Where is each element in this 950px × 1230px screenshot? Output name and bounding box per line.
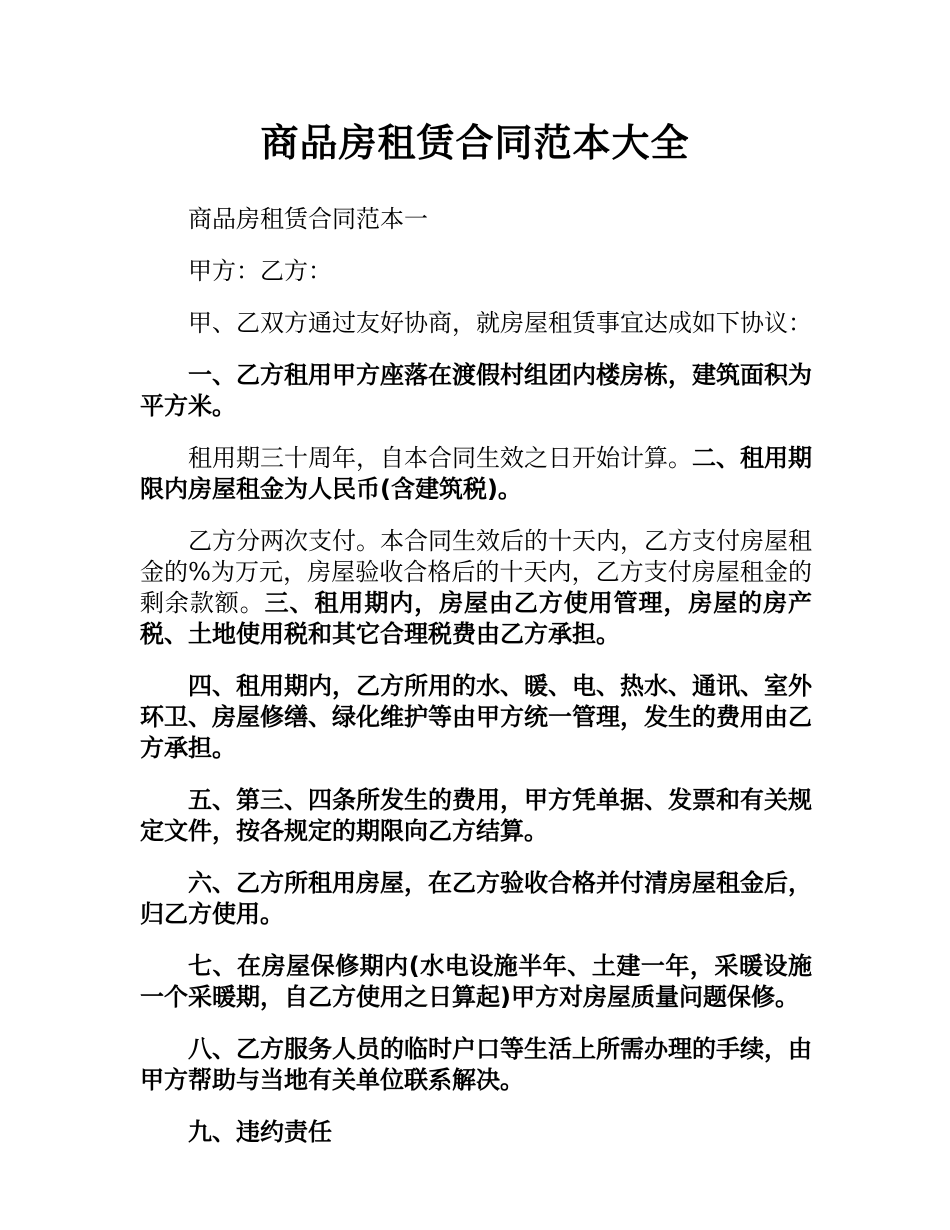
paragraph-8 (140, 785, 812, 847)
paragraph-text: 乙方分两次支付。本合同生效后的十天内，乙方支付房屋租金的%为万元，房屋验收合格后的十天内，乙方支付房屋租金的剩余款额。 (140, 527, 812, 617)
paragraph-bold: 四、租用期内，乙方所用的水、暖、电、热水、通讯、室外环卫、房屋修缮、绿化维护等由甲方统一管理，发生的费用由乙方承担。 (140, 672, 812, 762)
paragraph-5 (140, 443, 812, 505)
document-title: 商品房租赁合同范本大全 (260, 121, 690, 165)
paragraph-bold: 九、违约责任 (188, 1118, 332, 1146)
paragraph-4 (140, 360, 812, 422)
paragraph-9 (140, 868, 812, 930)
paragraph-bold: 六、乙方所租用房屋，在乙方验收合格并付清房屋租金后，归乙方使用。 (140, 869, 812, 928)
paragraph-7 (140, 671, 812, 764)
paragraph-bold: 七、在房屋保修期内(水电设施半年、土建一年，采暖设施一个采暖期，自乙方使用之日算起)甲方对房屋质量问题保修。 (140, 952, 812, 1011)
paragraph-11 (140, 1034, 812, 1096)
paragraph-text: 甲方：乙方： (188, 257, 332, 285)
document-body (140, 204, 812, 1169)
paragraph-bold: 五、第三、四条所发生的费用，甲方凭单据、发票和有关规定文件，按各规定的期限向乙方结算。 (140, 786, 812, 845)
paragraph-1 (140, 204, 812, 235)
paragraph-bold: 一、乙方租用甲方座落在渡假村组团内楼房栋，建筑面积为平方米。 (140, 361, 812, 420)
paragraph-bold: 二、租用期限内房屋租金为人民币(含建筑税)。 (140, 444, 812, 503)
paragraph-bold: 八、乙方服务人员的临时户口等生活上所需办理的手续，由甲方帮助与当地有关单位联系解决。 (140, 1035, 812, 1094)
paragraph-3 (140, 308, 812, 339)
paragraph-6 (140, 526, 812, 650)
paragraph-2 (140, 256, 812, 287)
paragraph-text: 商品房租赁合同范本一 (188, 205, 428, 233)
paragraph-12 (140, 1117, 812, 1148)
paragraph-bold: 三、租用期内，房屋由乙方使用管理，房屋的房产税、土地使用税和其它合理税费由乙方承担。 (140, 589, 813, 648)
paragraph-text: 甲、乙双方通过友好协商，就房屋租赁事宜达成如下协议： (188, 309, 812, 337)
paragraph-text: 租用期三十周年，自本合同生效之日开始计算。 (188, 444, 692, 472)
paragraph-10 (140, 951, 812, 1013)
